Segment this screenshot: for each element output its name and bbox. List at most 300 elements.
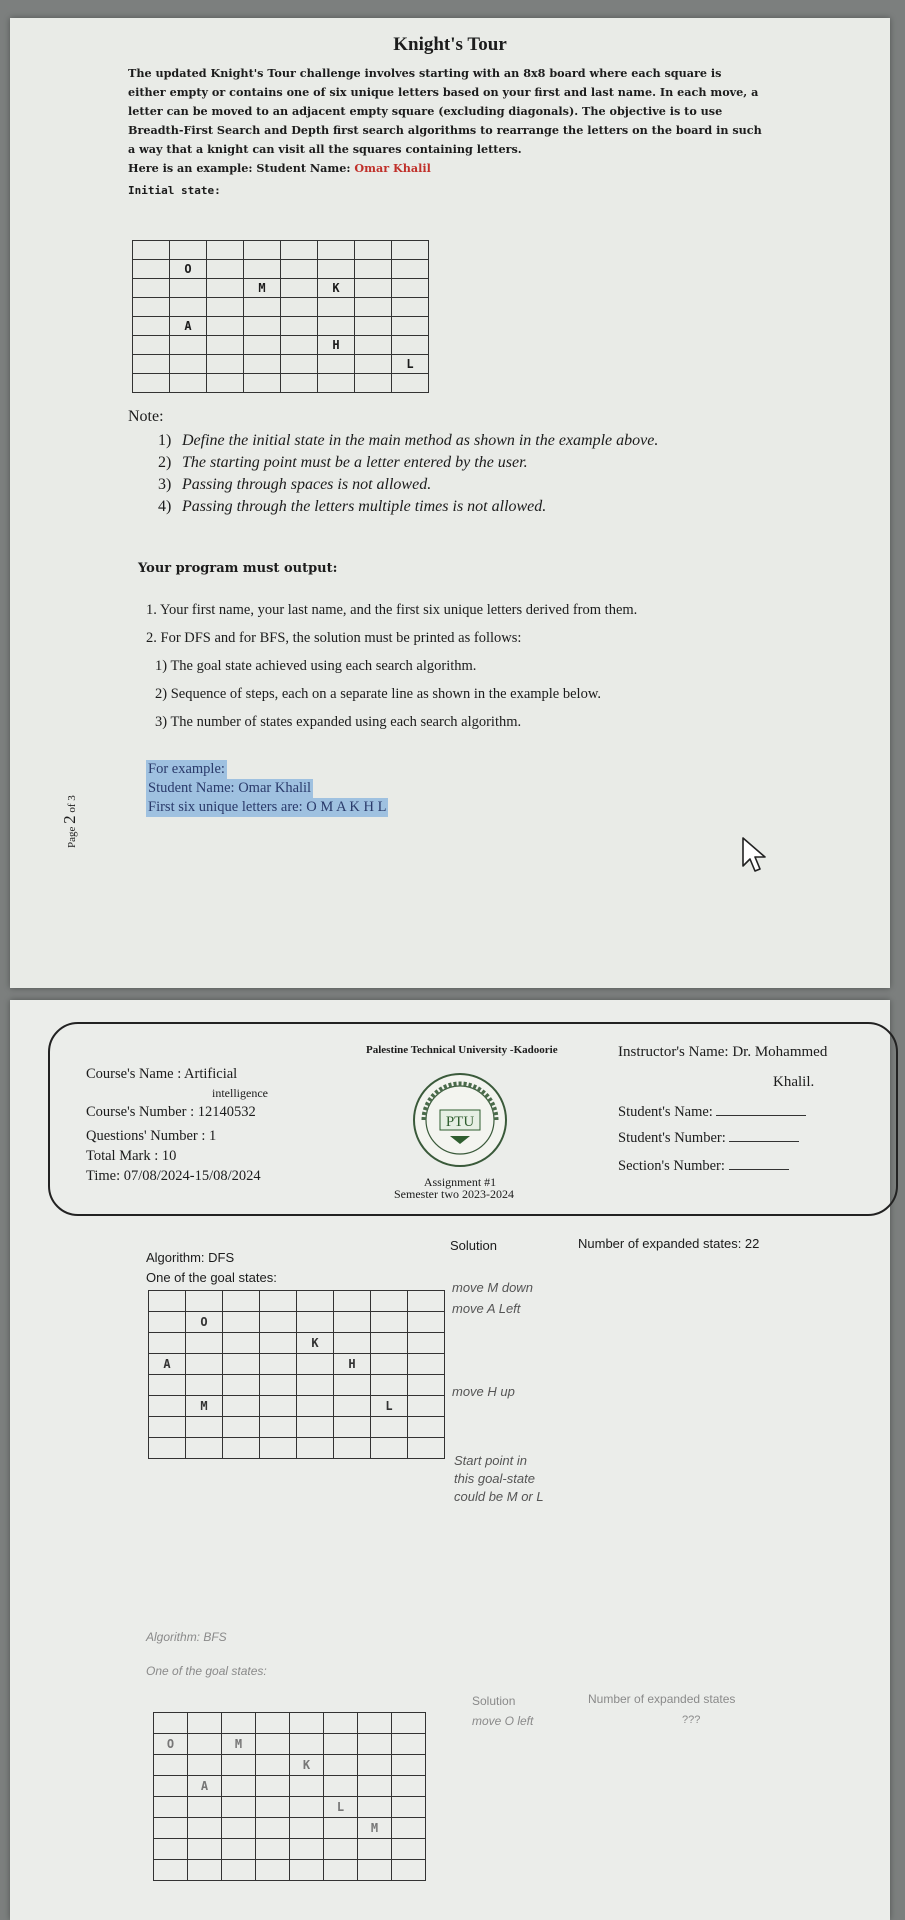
student-name-blank xyxy=(716,1115,806,1116)
board-cell xyxy=(223,1396,260,1417)
board-cell xyxy=(244,298,281,317)
board-cell xyxy=(408,1396,445,1417)
board-cell xyxy=(207,374,244,393)
section-number-label: Section's Number: xyxy=(618,1158,725,1174)
board-cell xyxy=(223,1375,260,1396)
student-number-label: Student's Number: xyxy=(618,1130,726,1146)
board-cell xyxy=(256,1818,290,1839)
board-row xyxy=(149,1417,445,1438)
board-cell xyxy=(334,1375,371,1396)
instructor-name: Instructor's Name: Dr. Mohammed xyxy=(618,1044,828,1060)
example-prefix: Here is an example: Student Name: xyxy=(128,161,355,175)
board-cell: H xyxy=(334,1354,371,1375)
board-cell xyxy=(133,336,170,355)
board-cell xyxy=(392,1839,426,1860)
course-name-cont: intelligence xyxy=(212,1086,268,1100)
board-cell xyxy=(392,317,429,336)
board-cell xyxy=(222,1818,256,1839)
board-cell xyxy=(133,260,170,279)
board-cell xyxy=(371,1375,408,1396)
intro-paragraph xyxy=(128,64,808,178)
board-cell xyxy=(355,241,392,260)
dfs-goal-label: One of the goal states: xyxy=(146,1270,277,1285)
board-cell xyxy=(290,1839,324,1860)
board-cell xyxy=(256,1797,290,1818)
board-cell xyxy=(318,260,355,279)
board-cell xyxy=(334,1438,371,1459)
board-row xyxy=(154,1755,426,1776)
board-cell xyxy=(133,298,170,317)
board-row xyxy=(149,1354,445,1375)
board-cell xyxy=(256,1713,290,1734)
board-cell xyxy=(324,1818,358,1839)
board-cell xyxy=(188,1713,222,1734)
board-cell xyxy=(223,1291,260,1312)
board-cell xyxy=(244,336,281,355)
note-text: The starting point must be a letter entered by the user. xyxy=(182,454,528,471)
board-cell xyxy=(358,1734,392,1755)
board-body xyxy=(149,1291,445,1459)
board-cell xyxy=(222,1755,256,1776)
board-cell xyxy=(256,1776,290,1797)
section-number-blank xyxy=(729,1169,789,1170)
note-item xyxy=(158,474,658,496)
board-row xyxy=(133,374,429,393)
course-info xyxy=(86,1062,268,1188)
instructor-name-cont: Khalil. xyxy=(773,1074,815,1090)
board-cell xyxy=(355,298,392,317)
board-cell xyxy=(290,1734,324,1755)
board-cell xyxy=(408,1375,445,1396)
board-cell: K xyxy=(290,1755,324,1776)
board-cell xyxy=(392,1734,426,1755)
board-cell xyxy=(188,1839,222,1860)
board-cell xyxy=(207,279,244,298)
board-cell xyxy=(334,1396,371,1417)
board-row xyxy=(149,1438,445,1459)
board-cell xyxy=(318,374,355,393)
board-cell xyxy=(358,1860,392,1881)
board-row xyxy=(154,1839,426,1860)
board-cell xyxy=(154,1818,188,1839)
board-cell xyxy=(149,1375,186,1396)
board-cell xyxy=(260,1333,297,1354)
student-number-field xyxy=(618,1126,888,1150)
board-cell xyxy=(392,336,429,355)
output-sublist xyxy=(155,652,601,736)
board-cell xyxy=(297,1438,334,1459)
board-cell xyxy=(392,1860,426,1881)
board-cell: A xyxy=(149,1354,186,1375)
board-cell xyxy=(188,1755,222,1776)
board-cell: K xyxy=(297,1333,334,1354)
dfs-solution-label: Solution xyxy=(450,1238,497,1253)
comment-line: Start point in xyxy=(454,1453,527,1468)
board-cell xyxy=(154,1839,188,1860)
logo-text: PTU xyxy=(445,1114,475,1130)
board-cell xyxy=(334,1312,371,1333)
board-cell xyxy=(186,1438,223,1459)
board-cell xyxy=(170,374,207,393)
board-cell xyxy=(281,317,318,336)
board-cell xyxy=(260,1438,297,1459)
board-cell xyxy=(297,1312,334,1333)
bfs-goal-label: One of the goal states: xyxy=(146,1664,267,1678)
board-cell xyxy=(133,241,170,260)
board-cell xyxy=(371,1417,408,1438)
board-cell xyxy=(260,1354,297,1375)
board-cell xyxy=(281,241,318,260)
board-cell xyxy=(297,1354,334,1375)
board-cell xyxy=(170,241,207,260)
board-cell xyxy=(392,279,429,298)
board-cell xyxy=(170,279,207,298)
board-cell xyxy=(392,1818,426,1839)
board-body xyxy=(154,1713,426,1881)
board-cell xyxy=(133,317,170,336)
output-heading: Your program must output: xyxy=(138,561,338,576)
board-row xyxy=(149,1375,445,1396)
note-text: Passing through the letters multiple times is not allowed. xyxy=(182,498,547,515)
board-cell xyxy=(170,336,207,355)
board-row xyxy=(154,1713,426,1734)
example-student-name: Omar Khalil xyxy=(354,161,431,175)
semester: Semester two 2023-2024 xyxy=(394,1187,514,1201)
board-cell xyxy=(188,1734,222,1755)
board-cell: O xyxy=(154,1734,188,1755)
board-cell xyxy=(207,241,244,260)
intro-line: letter can be moved to an adjacent empty square (excluding diagonals). The objective is to use xyxy=(128,104,723,118)
board-row xyxy=(133,317,429,336)
board-cell xyxy=(186,1417,223,1438)
board-cell xyxy=(207,260,244,279)
board-row xyxy=(149,1291,445,1312)
board-cell xyxy=(188,1797,222,1818)
board-cell: A xyxy=(188,1776,222,1797)
note-item xyxy=(158,496,658,518)
board-cell xyxy=(371,1291,408,1312)
note-number: 1) xyxy=(158,432,172,449)
board-cell xyxy=(281,355,318,374)
example-name: Student Name: Omar Khalil xyxy=(148,780,312,796)
bfs-expanded-value: ??? xyxy=(682,1714,701,1726)
board-cell xyxy=(358,1713,392,1734)
board-cell xyxy=(324,1713,358,1734)
board-row xyxy=(154,1776,426,1797)
board-cell xyxy=(371,1333,408,1354)
university-logo-icon xyxy=(410,1070,510,1170)
board-cell xyxy=(408,1438,445,1459)
student-name-label: Student's Name: xyxy=(618,1104,713,1120)
note-item xyxy=(158,430,658,452)
board-cell xyxy=(223,1417,260,1438)
note-text: Define the initial state in the main method as shown in the example above. xyxy=(182,432,659,449)
board-cell xyxy=(334,1417,371,1438)
board-cell xyxy=(297,1375,334,1396)
board-cell xyxy=(290,1860,324,1881)
board-cell xyxy=(358,1797,392,1818)
board-cell xyxy=(244,374,281,393)
board-cell: L xyxy=(371,1396,408,1417)
board-cell xyxy=(133,279,170,298)
document-page-1 xyxy=(10,18,890,988)
comment-line: this goal-state xyxy=(454,1471,535,1486)
board-cell xyxy=(256,1839,290,1860)
assignment-number: Assignment #1 xyxy=(423,1175,497,1189)
initial-state-label: Initial state: xyxy=(128,184,221,197)
page-title: Knight's Tour xyxy=(393,34,507,55)
board-cell xyxy=(223,1333,260,1354)
board-cell xyxy=(281,260,318,279)
board-cell xyxy=(355,279,392,298)
bfs-step: move O left xyxy=(472,1714,534,1728)
board-cell xyxy=(188,1860,222,1881)
note-label: Note: xyxy=(128,408,164,425)
board-cell xyxy=(223,1312,260,1333)
board-cell xyxy=(318,317,355,336)
page-number: 2 xyxy=(60,815,79,824)
board-cell xyxy=(149,1291,186,1312)
board-cell xyxy=(154,1860,188,1881)
course-name: Course's Name : Artificial xyxy=(86,1066,238,1082)
board-cell xyxy=(222,1776,256,1797)
dfs-expanded-states: Number of expanded states: 22 xyxy=(578,1236,760,1251)
board-cell xyxy=(154,1713,188,1734)
board-cell: H xyxy=(318,336,355,355)
board-cell xyxy=(186,1333,223,1354)
board-cell: K xyxy=(318,279,355,298)
note-number: 4) xyxy=(158,498,172,515)
board-cell xyxy=(318,355,355,374)
board-cell xyxy=(324,1755,358,1776)
board-cell xyxy=(297,1396,334,1417)
board-cell xyxy=(392,298,429,317)
board-cell xyxy=(355,374,392,393)
board-cell xyxy=(358,1776,392,1797)
board-cell xyxy=(371,1438,408,1459)
board-row xyxy=(149,1333,445,1354)
board-row xyxy=(154,1818,426,1839)
board-cell xyxy=(133,374,170,393)
board-cell xyxy=(207,298,244,317)
board-cell xyxy=(207,317,244,336)
initial-state-board xyxy=(132,240,429,393)
board-cell xyxy=(408,1354,445,1375)
bfs-algorithm-label: Algorithm: BFS xyxy=(146,1630,227,1644)
dfs-comment xyxy=(454,1452,544,1506)
notes-list xyxy=(158,430,658,518)
board-cell: M xyxy=(244,279,281,298)
board-cell xyxy=(223,1354,260,1375)
output-subitem: 2) Sequence of steps, each on a separate line as shown in the example below. xyxy=(155,686,601,702)
board-cell xyxy=(358,1839,392,1860)
example-heading: For example: xyxy=(148,761,225,777)
student-number-blank xyxy=(729,1141,799,1142)
board-cell xyxy=(392,1797,426,1818)
section-number-field xyxy=(618,1154,888,1178)
board-row xyxy=(154,1734,426,1755)
board-cell xyxy=(355,260,392,279)
board-cell xyxy=(170,355,207,374)
output-subitem: 1) The goal state achieved using each search algorithm. xyxy=(155,658,477,674)
output-item: 2. For DFS and for BFS, the solution must be printed as follows: xyxy=(146,630,522,646)
board-cell xyxy=(355,317,392,336)
step-line: move A Left xyxy=(452,1301,521,1316)
board-cell xyxy=(355,355,392,374)
note-text: Passing through spaces is not allowed. xyxy=(182,476,432,493)
board-cell xyxy=(297,1417,334,1438)
board-cell xyxy=(222,1797,256,1818)
intro-line: Breadth-First Search and Depth first search algorithms to rearrange the letters on the board in such xyxy=(128,123,762,137)
board-row xyxy=(133,298,429,317)
board-cell xyxy=(297,1291,334,1312)
board-cell xyxy=(154,1776,188,1797)
university-name: Palestine Technical University -Kadoorie xyxy=(366,1044,558,1056)
board-cell xyxy=(260,1312,297,1333)
board-cell xyxy=(334,1333,371,1354)
board-cell xyxy=(149,1312,186,1333)
board-cell xyxy=(281,374,318,393)
board-cell xyxy=(355,336,392,355)
bfs-goal-board xyxy=(153,1712,426,1881)
board-cell: L xyxy=(392,355,429,374)
board-cell: L xyxy=(324,1797,358,1818)
board-cell xyxy=(186,1375,223,1396)
example-block xyxy=(146,760,388,817)
output-subitem: 3) The number of states expanded using each search algorithm. xyxy=(155,714,522,730)
total-mark: Total Mark : 10 xyxy=(86,1148,177,1164)
board-cell xyxy=(154,1797,188,1818)
board-row xyxy=(133,336,429,355)
example-line xyxy=(128,159,808,178)
board-cell xyxy=(186,1291,223,1312)
board-cell xyxy=(260,1417,297,1438)
board-row xyxy=(133,260,429,279)
board-cell xyxy=(260,1375,297,1396)
board-cell xyxy=(170,298,207,317)
board-cell: M xyxy=(358,1818,392,1839)
board-row xyxy=(133,355,429,374)
board-cell xyxy=(392,1755,426,1776)
intro-line: a way that a knight can visit all the squares containing letters. xyxy=(128,142,522,156)
page-label-prefix: Page xyxy=(66,823,78,848)
board-cell xyxy=(149,1438,186,1459)
student-fields xyxy=(618,1100,888,1178)
intro-line: The updated Knight's Tour challenge involves starting with an 8x8 board where each square is xyxy=(128,66,722,80)
student-name-field xyxy=(618,1100,888,1124)
page-number-label xyxy=(60,795,80,848)
board-cell xyxy=(222,1839,256,1860)
board-cell xyxy=(318,298,355,317)
board-cell xyxy=(256,1734,290,1755)
bfs-expanded-label: Number of expanded states xyxy=(588,1692,736,1706)
output-item: 1. Your first name, your last name, and the first six unique letters derived from them. xyxy=(146,602,638,618)
note-number: 3) xyxy=(158,476,172,493)
board-cell xyxy=(222,1713,256,1734)
board-cell xyxy=(318,241,355,260)
board-cell xyxy=(290,1713,324,1734)
board-cell: O xyxy=(186,1312,223,1333)
mouse-cursor-icon xyxy=(741,836,767,874)
comment-line: could be M or L xyxy=(454,1489,544,1504)
board-cell xyxy=(133,355,170,374)
board-body xyxy=(133,241,429,393)
intro-line: either empty or contains one of six unique letters based on your first and last name. In each move, a xyxy=(128,85,759,99)
board-cell xyxy=(358,1755,392,1776)
dfs-goal-board xyxy=(148,1290,445,1459)
instructor-info xyxy=(618,1040,878,1094)
board-cell xyxy=(149,1333,186,1354)
board-cell xyxy=(392,1713,426,1734)
board-cell xyxy=(408,1312,445,1333)
note-number: 2) xyxy=(158,454,172,471)
board-cell xyxy=(281,279,318,298)
board-cell xyxy=(244,241,281,260)
board-cell xyxy=(392,241,429,260)
board-cell xyxy=(244,260,281,279)
dfs-steps xyxy=(452,1280,533,1399)
board-row xyxy=(149,1312,445,1333)
board-cell: M xyxy=(186,1396,223,1417)
step-line: move H up xyxy=(452,1384,515,1399)
step-line: move M down xyxy=(452,1280,533,1295)
board-cell xyxy=(392,374,429,393)
board-cell xyxy=(260,1396,297,1417)
board-cell xyxy=(324,1776,358,1797)
board-row xyxy=(133,279,429,298)
board-cell: A xyxy=(170,317,207,336)
board-cell xyxy=(392,260,429,279)
board-cell xyxy=(371,1312,408,1333)
page-label-suffix: of 3 xyxy=(66,795,78,816)
board-row xyxy=(149,1396,445,1417)
board-cell xyxy=(281,298,318,317)
board-cell xyxy=(207,355,244,374)
example-letters: First six unique letters are: O M A K H L xyxy=(148,799,387,815)
board-cell xyxy=(371,1354,408,1375)
output-list xyxy=(146,596,637,652)
bfs-solution-label: Solution xyxy=(472,1694,516,1708)
document-page-2 xyxy=(10,1000,890,1920)
board-row xyxy=(133,241,429,260)
board-cell xyxy=(149,1417,186,1438)
board-cell xyxy=(324,1734,358,1755)
board-cell xyxy=(290,1797,324,1818)
board-cell xyxy=(290,1818,324,1839)
board-cell: O xyxy=(170,260,207,279)
board-row xyxy=(154,1797,426,1818)
board-cell: M xyxy=(222,1734,256,1755)
course-number: Course's Number : 12140532 xyxy=(86,1104,256,1120)
dfs-algorithm-label: Algorithm: DFS xyxy=(146,1250,235,1265)
board-cell xyxy=(324,1860,358,1881)
board-row xyxy=(154,1860,426,1881)
board-cell xyxy=(186,1354,223,1375)
time-range: Time: 07/08/2024-15/08/2024 xyxy=(86,1168,261,1184)
board-cell xyxy=(256,1860,290,1881)
board-cell xyxy=(408,1291,445,1312)
board-cell xyxy=(149,1396,186,1417)
note-item xyxy=(158,452,658,474)
board-cell xyxy=(408,1333,445,1354)
board-cell xyxy=(290,1776,324,1797)
board-cell xyxy=(244,355,281,374)
board-cell xyxy=(207,336,244,355)
board-cell xyxy=(154,1755,188,1776)
board-cell xyxy=(324,1839,358,1860)
board-cell xyxy=(281,336,318,355)
board-cell xyxy=(188,1818,222,1839)
